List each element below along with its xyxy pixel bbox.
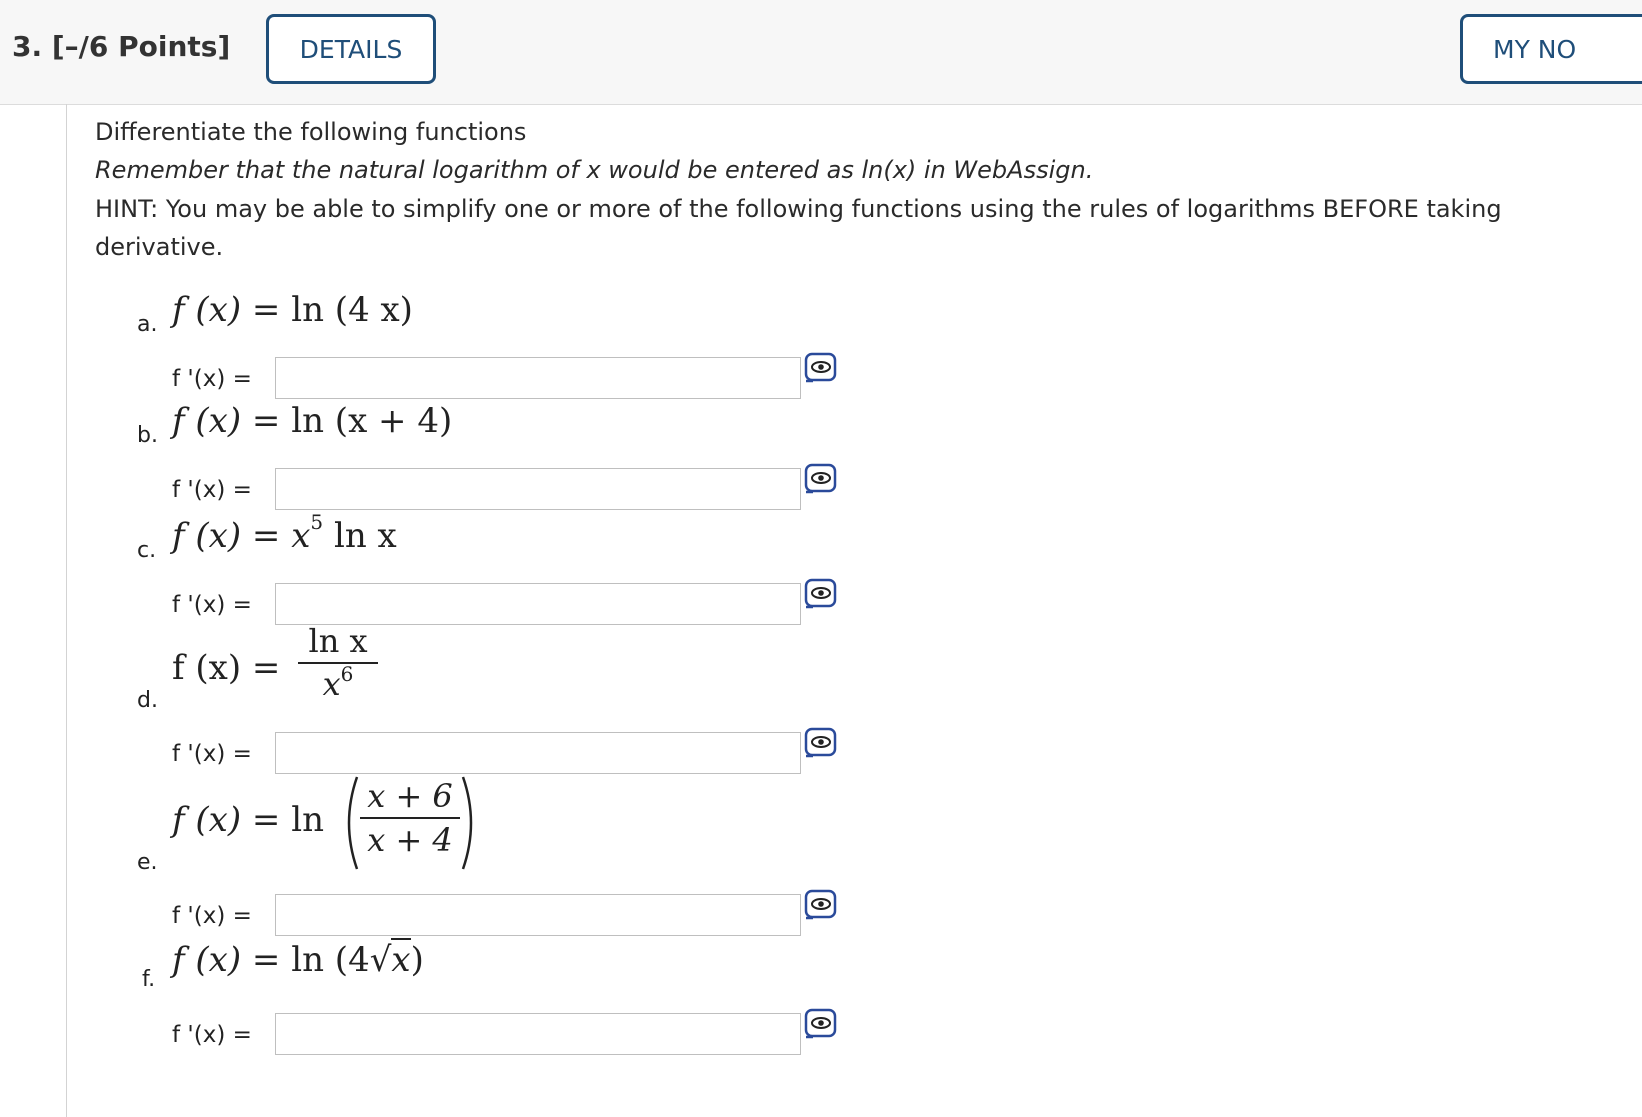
derivative-label-b: f '(x) = <box>172 477 252 503</box>
derivative-label-c: f '(x) = <box>172 592 252 618</box>
function-f-radicand: x <box>391 940 411 980</box>
derivative-label-a: f '(x) = <box>172 366 252 392</box>
eye-preview-icon[interactable] <box>803 463 837 495</box>
function-e-lhs-text: f (x) = <box>172 800 281 840</box>
question-header <box>0 0 1642 105</box>
function-e-denominator: x + 4 <box>367 821 453 859</box>
function-a-rhs: ln (4 x) <box>291 290 413 330</box>
function-d-denominator <box>298 662 378 706</box>
right-paren <box>460 775 480 871</box>
answer-input-f[interactable] <box>275 1013 801 1055</box>
fraction-bar <box>360 817 460 819</box>
function-e-numerator: x + 6 <box>367 777 453 815</box>
function-c-ln: ln x <box>333 516 397 556</box>
my-notes-button[interactable]: MY NO <box>1460 14 1642 84</box>
question-body-divider <box>66 104 67 1117</box>
function-d-den-x: x <box>322 665 341 703</box>
sqrt-icon: √ <box>369 940 392 980</box>
derivative-label-d: f '(x) = <box>172 741 252 767</box>
question-points-title: 3. [–/6 Points] <box>12 30 231 63</box>
answer-input-e[interactable] <box>275 894 801 936</box>
function-e-ln: ln <box>291 800 324 840</box>
eye-preview-icon[interactable] <box>803 889 837 921</box>
function-b-rhs: ln (x + 4) <box>291 401 453 441</box>
eye-preview-icon[interactable] <box>803 578 837 610</box>
function-d-lhs: f (x) = <box>172 648 281 688</box>
derivative-label-e: f '(x) = <box>172 903 252 929</box>
function-e-fraction <box>360 776 460 860</box>
part-label-a: a. <box>137 312 158 337</box>
function-c-lhs: f (x) = <box>172 516 281 556</box>
part-label-d: d. <box>137 688 158 713</box>
eye-preview-icon[interactable] <box>803 352 837 384</box>
answer-input-a[interactable] <box>275 357 801 399</box>
function-f-lhs: f (x) = <box>172 940 281 980</box>
left-paren <box>340 775 360 871</box>
instruction-line-1: Differentiate the following functions <box>95 118 527 146</box>
function-a-lhs: f (x) = <box>172 290 281 330</box>
function-b <box>172 401 452 441</box>
eye-preview-icon[interactable] <box>803 1008 837 1040</box>
function-b-lhs: f (x) = <box>172 401 281 441</box>
function-f <box>172 940 424 980</box>
function-d-den-exponent: 6 <box>340 662 354 686</box>
function-f-close: ) <box>410 940 424 980</box>
function-f-ln: ln (4 <box>291 940 370 980</box>
instruction-line-4: derivative. <box>95 233 224 261</box>
part-label-e: e. <box>137 850 158 875</box>
answer-input-b[interactable] <box>275 468 801 510</box>
fraction-bar <box>298 662 378 664</box>
answer-input-c[interactable] <box>275 583 801 625</box>
part-label-f: f. <box>142 967 156 992</box>
function-a <box>172 290 413 330</box>
instruction-hint: HINT: You may be able to simplify one or more of the following functions using the rules of logarithms BEFORE taking <box>95 195 1502 223</box>
function-d-fraction <box>298 622 378 706</box>
function-d-numerator: ln x <box>308 622 368 660</box>
function-c <box>172 510 397 556</box>
function-c-x: x <box>291 516 311 556</box>
part-label-b: b. <box>137 423 158 448</box>
derivative-label-f: f '(x) = <box>172 1022 252 1048</box>
instruction-line-2: Remember that the natural logarithm of x would be entered as ln(x) in WebAssign. <box>95 156 1094 184</box>
details-button[interactable]: DETAILS <box>266 14 436 84</box>
answer-input-d[interactable] <box>275 732 801 774</box>
function-c-exponent: 5 <box>310 510 324 534</box>
eye-preview-icon[interactable] <box>803 727 837 759</box>
function-e-lhs <box>172 800 324 840</box>
part-label-c: c. <box>137 538 157 563</box>
